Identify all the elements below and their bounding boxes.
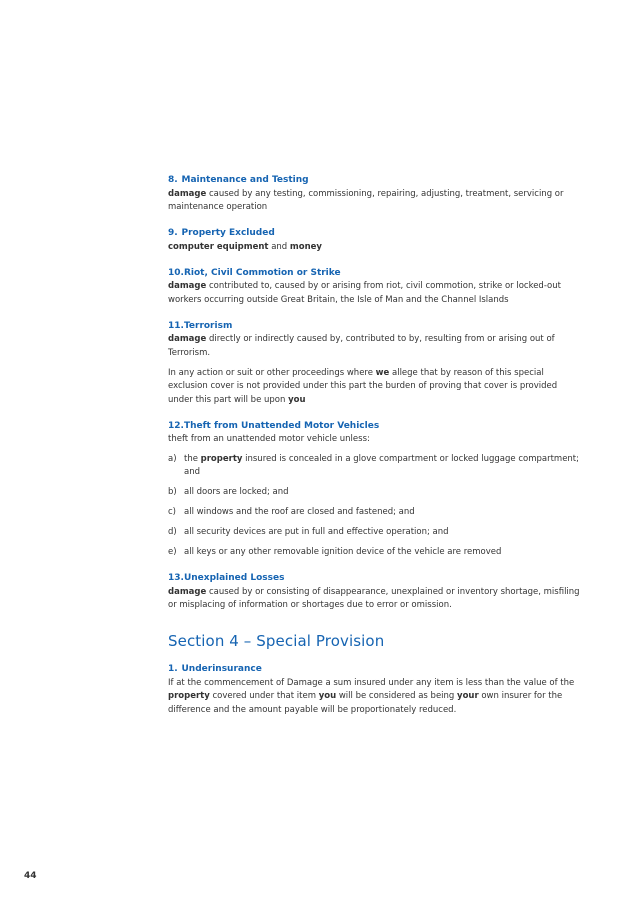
emphasis-term: we (375, 367, 390, 378)
list-item (168, 506, 582, 520)
emphasis-term: property (200, 453, 243, 464)
text-run: own insurer for the difference and the amount payable will be proportionately reduced. (168, 691, 563, 715)
list-item (168, 546, 582, 560)
section-number: 12. (168, 420, 184, 431)
section-number: 8. (168, 175, 178, 185)
paragraph (168, 241, 582, 255)
section-number: 1. (168, 664, 178, 674)
section-title: Riot, Civil Commotion or Strike (183, 267, 341, 278)
chapter-heading: Section 4 – Special Provision (168, 631, 385, 650)
paragraph (168, 188, 582, 215)
list-item-text (184, 486, 582, 500)
text-run: If at the commencement of Damage a sum insured under any item is less than the value of the (168, 677, 575, 688)
list-item-text (184, 453, 582, 480)
emphasis-term: you (288, 394, 306, 405)
text-run: all keys or any other removable ignition device of the vehicle are removed (184, 547, 502, 557)
emphasis-term: money (289, 241, 322, 252)
list-item-text (184, 546, 582, 560)
page-number: 44 (24, 871, 37, 881)
section-heading (168, 267, 582, 281)
section-title: Maintenance and Testing (181, 175, 309, 185)
text-run: contributed to, caused by or arising from riot, civil commotion, strike or locked-out workers occurring outside Great Britain, the Isle of Man and the Channel Islands (168, 281, 561, 305)
paragraph (168, 280, 582, 307)
section-heading (168, 320, 582, 334)
emphasis-term: computer equipment (168, 241, 269, 252)
section-title: Terrorism (183, 320, 233, 331)
list-marker: e) (168, 547, 177, 557)
text-run: will be considered as being (336, 691, 458, 701)
text-run: insured is concealed in a glove compartment or locked luggage compartment; and (184, 453, 580, 477)
section-heading (168, 663, 582, 677)
text-run: all doors are locked; and (184, 487, 289, 497)
section-number: 9. (168, 228, 178, 238)
list-marker: d) (168, 527, 177, 537)
section-title: Underinsurance (181, 664, 262, 674)
emphasis-term: damage (168, 334, 207, 344)
text-run: and (268, 241, 290, 252)
text-run: all windows and the roof are closed and fastened; and (184, 507, 415, 517)
text-run: In any action or suit or other proceedings where (168, 367, 376, 378)
section-heading (168, 572, 582, 586)
section-title: Unexplained Losses (183, 573, 285, 583)
section-number: 10. (168, 267, 184, 278)
paragraph (168, 367, 582, 408)
emphasis-term: property (168, 691, 210, 701)
text-run: directly or indirectly caused by, contributed to by, resulting from or arising out of Terrorism. (168, 334, 555, 358)
text-run: theft from an unattended motor vehicle unless: (168, 434, 370, 444)
emphasis-term: damage (168, 586, 207, 597)
list-item-text (184, 526, 582, 540)
text-run: caused by or consisting of disappearance, unexplained or inventory shortage, misfiling or misplacing of information or shortages due to error or omission. (168, 586, 580, 610)
emphasis-term: you (318, 691, 337, 701)
section-title: Theft from Unattended Motor Vehicles (183, 420, 380, 431)
emphasis-term: your (457, 691, 479, 701)
list-item (168, 453, 582, 480)
section-heading (168, 174, 582, 188)
text-run: covered under that item (209, 691, 319, 701)
section-number: 13. (168, 573, 184, 583)
condition-list (168, 453, 582, 560)
section-number: 11. (168, 320, 184, 331)
list-marker: c) (168, 507, 176, 517)
paragraph (168, 586, 582, 613)
section-title: Property Excluded (181, 228, 275, 238)
list-marker: b) (168, 487, 177, 497)
section-heading (168, 227, 582, 241)
text-run: the (184, 453, 201, 464)
list-item (168, 486, 582, 500)
text-run: caused by any testing, commissioning, repairing, adjusting, treatment, servicing or maintenance operation (168, 188, 564, 212)
document-content (168, 174, 582, 717)
list-item-text (184, 506, 582, 520)
list-marker: a) (168, 453, 177, 464)
paragraph (168, 677, 582, 718)
paragraph (168, 333, 582, 360)
text-run: allege that by reason of this special exclusion cover is not provided under this part the burden of proving that cover is provided under this part will be upon (168, 367, 558, 405)
emphasis-term: damage (168, 188, 207, 199)
section-heading (168, 420, 582, 434)
text-run: all security devices are put in full and effective operation; and (184, 527, 449, 537)
list-item (168, 526, 582, 540)
emphasis-term: damage (168, 281, 207, 291)
paragraph (168, 433, 582, 447)
